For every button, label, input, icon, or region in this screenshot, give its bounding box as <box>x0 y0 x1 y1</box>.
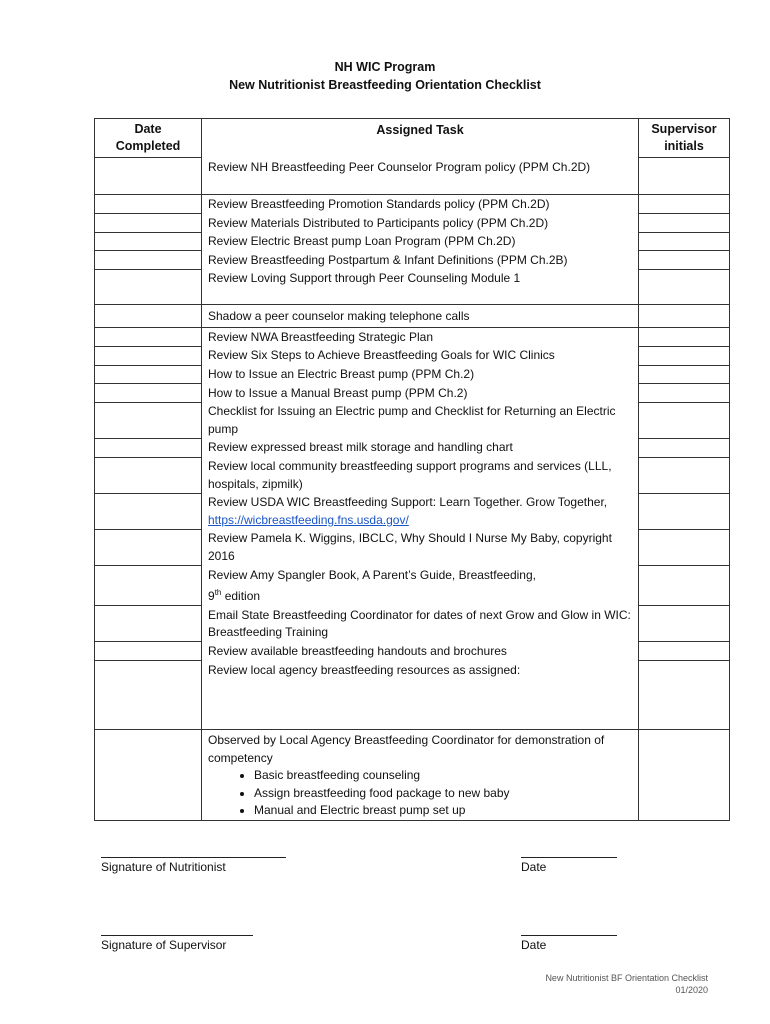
table-row <box>95 195 730 214</box>
initials-cell[interactable] <box>639 365 730 384</box>
date-cell[interactable] <box>95 438 202 457</box>
table-row <box>95 384 730 403</box>
task-cell: Review Electric Breast pump Loan Program (PPM Ch.2D) <box>202 232 639 251</box>
initials-cell[interactable] <box>639 214 730 233</box>
task-cell: Review Breastfeeding Promotion Standards policy (PPM Ch.2D) <box>202 195 639 214</box>
header-supervisor-line2: initials <box>664 139 704 153</box>
initials-cell[interactable] <box>639 384 730 403</box>
task-cell <box>202 304 639 327</box>
competency-list <box>208 767 632 820</box>
initials-cell[interactable] <box>639 346 730 365</box>
initials-cell[interactable] <box>639 493 730 529</box>
date-cell[interactable] <box>95 269 202 304</box>
table-row <box>95 402 730 438</box>
date-cell[interactable] <box>95 457 202 493</box>
initials-cell[interactable] <box>639 606 730 642</box>
initials-cell[interactable] <box>639 232 730 251</box>
task-cell: Review local agency breastfeeding resources as assigned: <box>202 661 639 730</box>
date-cell[interactable] <box>95 327 202 346</box>
task-text: Shadow a peer counselor making telephone calls <box>208 308 470 323</box>
initials-cell[interactable] <box>639 251 730 270</box>
initials-cell[interactable] <box>639 642 730 661</box>
date-cell[interactable] <box>95 566 202 606</box>
task-cell: Review Materials Distributed to Participants policy (PPM Ch.2D) <box>202 214 639 233</box>
task-cell: Review NH Breastfeeding Peer Counselor Program policy (PPM Ch.2D) <box>202 158 639 195</box>
edition-superscript: th <box>214 588 222 598</box>
task-cell: Review available breastfeeding handouts and brochures <box>202 642 639 661</box>
date-cell[interactable] <box>95 251 202 270</box>
task-cell <box>202 493 639 529</box>
table-row <box>95 730 730 821</box>
table-row <box>95 214 730 233</box>
nutritionist-signature-label: Signature of Nutritionist <box>101 860 226 874</box>
task-cell <box>202 566 639 606</box>
task-cell: Review Breastfeeding Postpartum & Infant Definitions (PPM Ch.2B) <box>202 251 639 270</box>
date-cell[interactable] <box>95 232 202 251</box>
table-row <box>95 232 730 251</box>
initials-cell[interactable] <box>639 269 730 304</box>
table-row <box>95 457 730 493</box>
task-cell: Email State Breastfeeding Coordinator for dates of next Grow and Glow in WIC: Breastfeeding Training <box>202 606 639 642</box>
date-cell[interactable] <box>95 730 202 821</box>
edition-number: 9 <box>208 589 215 604</box>
date-cell[interactable] <box>95 529 202 565</box>
header-supervisor-initials <box>639 119 730 158</box>
list-item: • Basic breastfeeding counseling <box>254 767 632 785</box>
initials-cell[interactable] <box>639 661 730 730</box>
date-cell[interactable] <box>95 661 202 730</box>
task-cell: Review Loving Support through Peer Counseling Module 1 <box>202 269 639 304</box>
header-date-completed <box>95 119 202 158</box>
footer-date: 01/2020 <box>675 985 708 995</box>
date-cell[interactable] <box>95 642 202 661</box>
date-cell[interactable] <box>95 365 202 384</box>
table-header-row <box>95 119 730 158</box>
initials-cell[interactable] <box>639 730 730 821</box>
supervisor-signature-line[interactable] <box>101 935 253 936</box>
nutritionist-date-label: Date <box>521 860 547 874</box>
date-cell[interactable] <box>95 606 202 642</box>
initials-cell[interactable] <box>639 195 730 214</box>
edition-text <box>208 584 632 606</box>
header-supervisor-line1: Supervisor <box>651 122 717 136</box>
task-cell: Review Pamela K. Wiggins, IBCLC, Why Should I Nurse My Baby, copyright 2016 <box>202 529 639 565</box>
nutritionist-signature-line[interactable] <box>101 857 286 858</box>
table-row <box>95 566 730 606</box>
task-cell: Review local community breastfeeding support programs and services (LLL, hospitals, zipmilk) <box>202 457 639 493</box>
table-row <box>95 269 730 304</box>
date-cell[interactable] <box>95 346 202 365</box>
task-cell: Checklist for Issuing an Electric pump and Checklist for Returning an Electric pump <box>202 402 639 438</box>
table-row <box>95 158 730 195</box>
table-row <box>95 493 730 529</box>
list-item: • Assign breastfeeding food package to new baby <box>254 785 632 803</box>
date-cell[interactable] <box>95 214 202 233</box>
task-text: Observed by Local Agency Breastfeeding Coordinator for demonstration of competency <box>208 733 605 765</box>
date-cell[interactable] <box>95 493 202 529</box>
table-row <box>95 642 730 661</box>
header-assigned-task: Assigned Task <box>202 119 639 158</box>
supervisor-signature-label: Signature of Supervisor <box>101 938 227 952</box>
table-row <box>95 529 730 565</box>
supervisor-date-label: Date <box>521 938 547 952</box>
initials-cell[interactable] <box>639 457 730 493</box>
table-row <box>95 251 730 270</box>
initials-cell[interactable] <box>639 438 730 457</box>
date-cell[interactable] <box>95 195 202 214</box>
date-cell[interactable] <box>95 158 202 195</box>
task-text: Review USDA WIC Breastfeeding Support: Learn Together. Grow Together, <box>208 495 608 510</box>
footer-doc-name: New Nutritionist BF Orientation Checklist <box>545 973 708 983</box>
list-item: • Manual and Electric breast pump set up <box>254 802 632 820</box>
document-title: NH WIC Program <box>334 60 436 74</box>
task-cell: How to Issue a Manual Breast pump (PPM Ch.2) <box>202 384 639 403</box>
edition-word: edition <box>221 589 261 604</box>
table-row <box>95 606 730 642</box>
task-cell: Review expressed breast milk storage and handling chart <box>202 438 639 457</box>
initials-cell[interactable] <box>639 304 730 327</box>
date-cell[interactable] <box>95 402 202 438</box>
header-date-line2: Completed <box>115 139 181 153</box>
table-row <box>95 438 730 457</box>
initials-cell[interactable] <box>639 402 730 438</box>
supervisor-date-line[interactable] <box>521 935 617 936</box>
table-row <box>95 327 730 346</box>
table-row <box>95 304 730 327</box>
usda-breastfeeding-link[interactable]: https://wicbreastfeeding.fns.usda.gov/ <box>208 512 409 527</box>
initials-cell[interactable] <box>639 327 730 346</box>
task-cell: Review Six Steps to Achieve Breastfeeding Goals for WIC Clinics <box>202 346 639 365</box>
header-date-line1: Date <box>134 122 162 136</box>
initials-cell[interactable] <box>639 158 730 195</box>
table-row <box>95 365 730 384</box>
task-text: Review Amy Spangler Book, A Parent’s Guide, Breastfeeding, <box>208 567 536 582</box>
initials-cell[interactable] <box>639 529 730 565</box>
document-subtitle: New Nutritionist Breastfeeding Orientation Checklist <box>229 78 541 92</box>
nutritionist-date-line[interactable] <box>521 857 617 858</box>
task-cell: Review NWA Breastfeeding Strategic Plan <box>202 327 639 346</box>
page-footer <box>545 972 708 996</box>
date-cell[interactable] <box>95 384 202 403</box>
date-cell[interactable] <box>95 304 202 327</box>
table-row <box>95 346 730 365</box>
task-cell <box>202 730 639 821</box>
task-cell: How to Issue an Electric Breast pump (PPM Ch.2) <box>202 365 639 384</box>
initials-cell[interactable] <box>639 566 730 606</box>
orientation-checklist-table <box>94 118 730 821</box>
table-row <box>95 661 730 730</box>
